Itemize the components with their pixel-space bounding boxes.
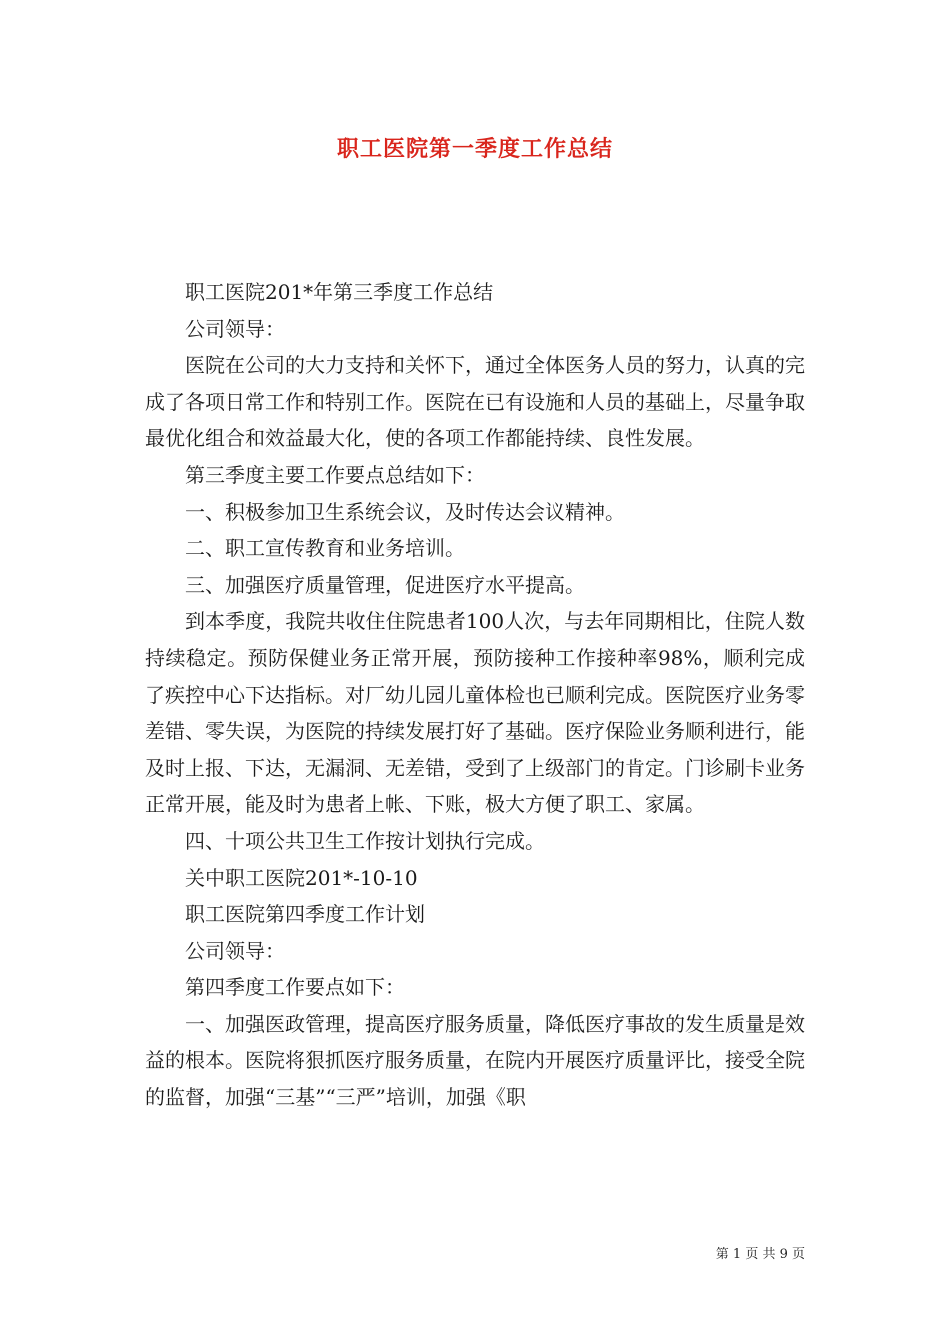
paragraph-plan-heading: 职工医院第四季度工作计划 xyxy=(185,902,425,927)
paragraph-salutation: 公司领导： xyxy=(185,316,285,341)
paragraph-item-4: 四、十项公共卫生工作按计划执行完成。 xyxy=(185,828,545,853)
paragraph-item-2: 二、职工宣传教育和业务培训。 xyxy=(185,536,465,561)
paragraph-item-3: 三、加强医疗质量管理，促进医疗水平提高。 xyxy=(185,572,585,597)
paragraph-item-1: 一、积极参加卫生系统会议，及时传达会议精神。 xyxy=(185,499,625,524)
paragraph-intro: 医院在公司的大力支持和关怀下，通过全体医务人员的努力，认真的完成了各项日常工作和特别工作。医院在已有设施和人员的基础上，尽量争取最优化组合和效益最大化，使的各项工作都能持续、良性发展。 xyxy=(145,353,805,451)
paragraph-salutation-2: 公司领导： xyxy=(185,938,285,963)
paragraph-plan-lead: 第四季度工作要点如下： xyxy=(185,975,405,1000)
paragraph-report-heading: 职工医院201*年第三季度工作总结 xyxy=(185,280,494,304)
page-number: 第 1 页 共 9 页 xyxy=(715,1247,805,1262)
paragraph-plan-item-1: 一、加强医政管理，提高医疗服务质量，降低医疗事故的发生质量是效益的根本。医院将狠抓医疗服务质量，在院内开展医疗质量评比，接受全院的监督，加强“三基”“三严”培训，加强《职 xyxy=(145,1011,805,1110)
paragraph-signature-date: 关中职工医院201*-10-10 xyxy=(185,865,418,890)
document-title: 职工医院第一季度工作总结 xyxy=(336,136,613,162)
document-body xyxy=(145,274,805,1116)
paragraph-quarter-results: 到本季度，我院共收住住院患者100人次，与去年同期相比，住院人数持续稳定。预防保健业务正常开展，预防接种工作接种率98%，顺利完成了疾控中心下达指标。对厂幼儿园儿童体检也已顺利完成。医院医疗业务零差错、零失误，为医院的持续发展打好了基础。医疗保险业务顺利进行，能及时上报、下达，无漏洞、无差错，受到了上级部门的肯定。门诊刷卡业务正常开展，能及时为患者上帐、下账，极大方便了职工、家属。 xyxy=(145,609,805,817)
paragraph-summary-lead: 第三季度主要工作要点总结如下： xyxy=(185,462,485,487)
